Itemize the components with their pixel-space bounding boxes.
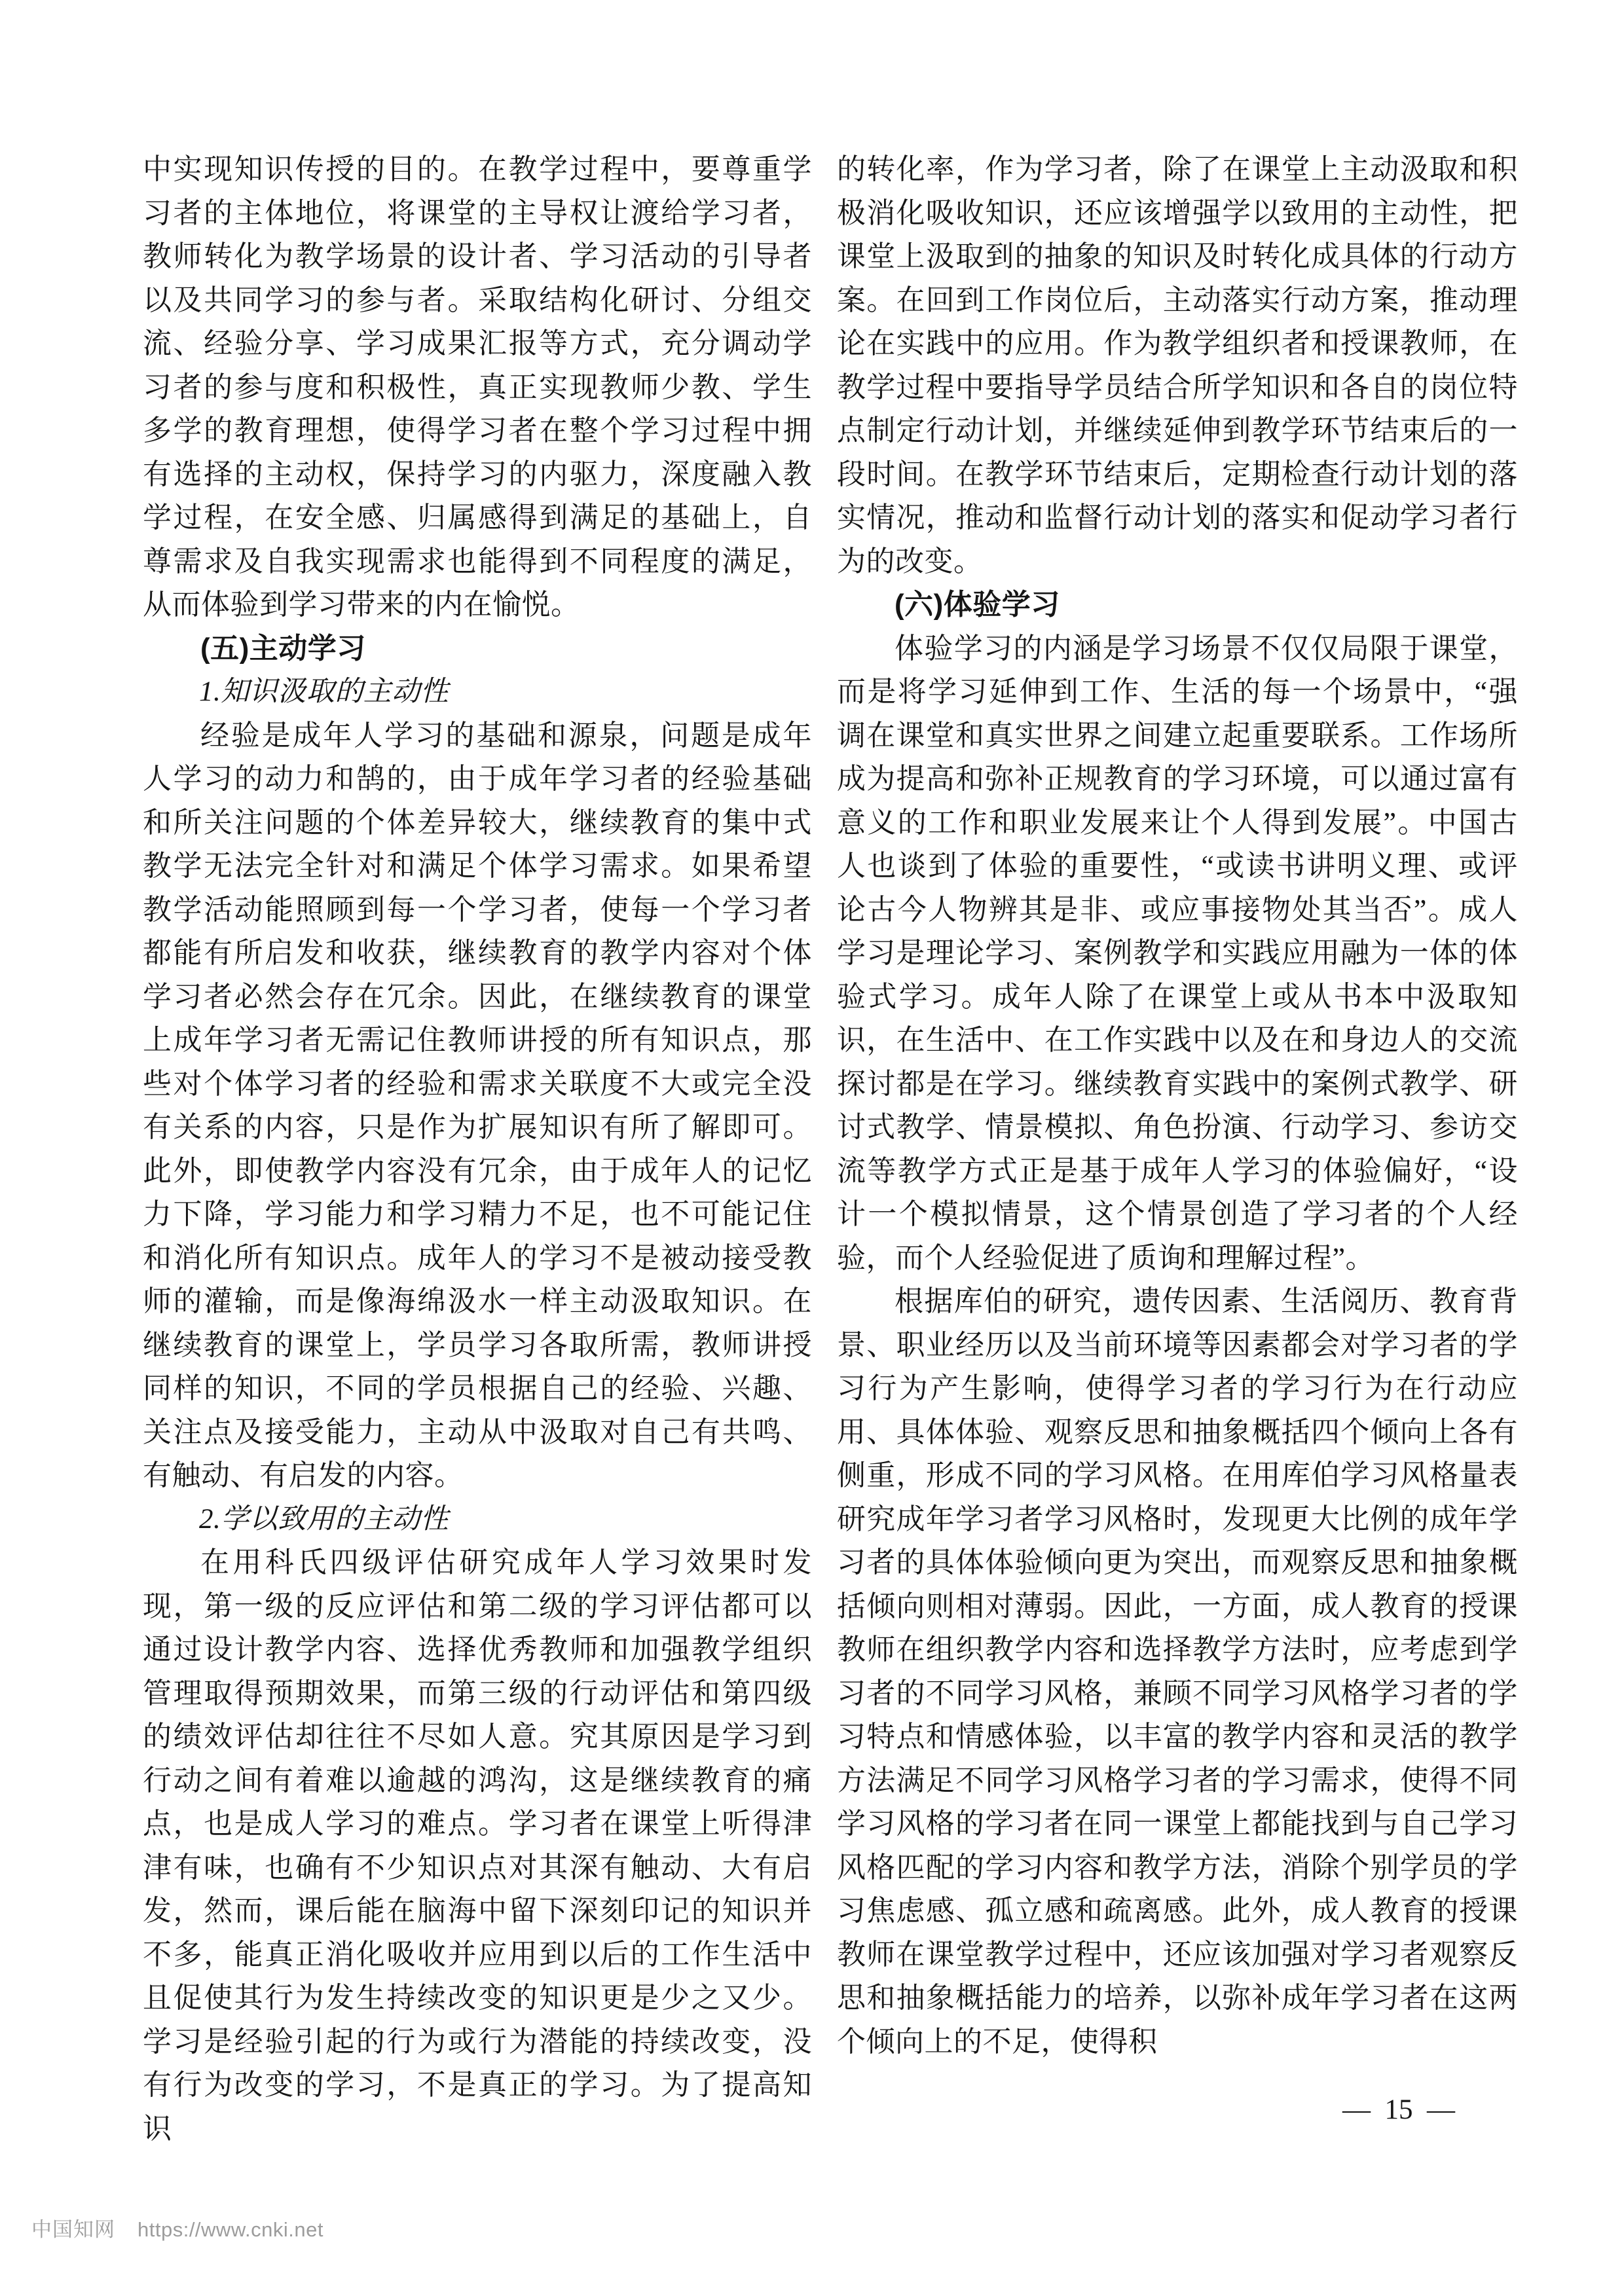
paragraph: 体验学习的内涵是学习场景不仅仅局限于课堂，而是将学习延伸到工作、生活的每一个场景中，“强调在课堂和真实世界之间建立起重要联系。工作场所成为提高和弥补正规教育的学习环境，可以通过富有意义的工作和职业发展来让个人得到发展”。中国古人也谈到了体验的重要性，“或读书讲明义理、或评论古今人物辨其是非、或应事接物处其当否”。成人学习是理论学习、案例教学和实践应用融为一体的体验式学习。成年人除了在课堂上或从书本中汲取知识，在生活中、在工作实践中以及在和身边人的交流探讨都是在学习。继续教育实践中的案例式教学、研讨式教学、情景模拟、角色扮演、行动学习、参访交流等教学方式正是基于成年人学习的体验偏好，“设计一个模拟情景，这个情景创造了学习者的个人经验，而个人经验促进了质询和理解过程”。 <box>837 632 1518 1274</box>
sub-heading: 2.学以致用的主动性 <box>199 1503 449 1535</box>
cnki-watermark-text: 中国知网 <box>31 2218 115 2241</box>
paragraph: 经验是成年人学习的基础和源泉，问题是成年人学习的动力和鹄的，由于成年学习者的经验基础和所关注问题的个体差异较大，继续教育的集中式教学无法完全针对和满足个体学习需求。如果希望教学活动能照顾到每一个学习者，使每一个学习者都能有所启发和收获，继续教育的教学内容对个体学习者必然会存在冗余。因此，在继续教育的课堂上成年学习者无需记住教师讲授的所有知识点，那些对个体学习者的经验和需求关联度不大或完全没有关系的内容，只是作为扩展知识有所了解即可。此外，即使教学内容没有冗余，由于成年人的记忆力下降，学习能力和学习精力不足，也不可能记住和消化所有知识点。成年人的学习不是被动接受教师的灌输，而是像海绵汲水一样主动汲取知识。在继续教育的课堂上，学员学习各取所需，教师讲授同样的知识，不同的学员根据自己的经验、兴趣、关注点及接受能力，主动从中汲取对自己有共鸣、有触动、有启发的内容。 <box>143 719 812 1491</box>
paragraph: 的转化率，作为学习者，除了在课堂上主动汲取和积极消化吸收知识，还应该增强学以致用的主动性，把课堂上汲取到的抽象的知识及时转化成具体的行动方案。在回到工作岗位后，主动落实行动方案，推动理论在实践中的应用。作为教学组织者和授课教师，在教学过程中要指导学员结合所学知识和各自的岗位特点制定行动计划，并继续延伸到教学环节结束后的一段时间。在教学环节结束后，定期检查行动计划的落实情况，推动和监督行动计划的落实和促动学习者行为的改变。 <box>837 153 1518 577</box>
section-heading: (六)体验学习 <box>895 589 1060 621</box>
paragraph: 在用科氏四级评估研究成年人学习效果时发现，第一级的反应评估和第二级的学习评估都可以通过设计教学内容、选择优秀教师和加强教学组织管理取得预期效果，而第三级的行动评估和第四级的绩效评估却往往不尽如人意。究其原因是学习到行动之间有着难以逾越的鸿沟，这是继续教育的痛点，也是成人学习的难点。学习者在课堂上听得津津有味，也确有不少知识点对其深有触动、大有启发，然而，课后能在脑海中留下深刻印记的知识并不多，能真正消化吸收并应用到以后的工作生活中且促使其行为发生持续改变的知识更是少之又少。学习是经验引起的行为或行为潜能的持续改变，没有行为改变的学习，不是真正的学习。为了提高知识 <box>143 1546 812 2145</box>
cnki-url-text: https://www.cnki.net <box>138 2218 323 2241</box>
section-heading: (五)主动学习 <box>200 632 366 665</box>
page-number: — 15 — <box>1342 2094 1455 2125</box>
left-text-column <box>143 148 812 2151</box>
right-text-column <box>837 148 1518 2064</box>
footer-watermark <box>31 2213 323 2242</box>
paragraph: 中实现知识传授的目的。在教学过程中，要尊重学习者的主体地位，将课堂的主导权让渡给学习者，教师转化为教学场景的设计者、学习活动的引导者以及共同学习的参与者。采取结构化研讨、分组交流、经验分享、学习成果汇报等方式，充分调动学习者的参与度和积极性，真正实现教师少教、学生多学的教育理想，使得学习者在整个学习过程中拥有选择的主动权，保持学习的内驱力，深度融入教学过程，在安全感、归属感得到满足的基础上，自尊需求及自我实现需求也能得到不同程度的满足，从而体验到学习带来的内在愉悦。 <box>143 153 812 621</box>
paragraph: 根据库伯的研究，遗传因素、生活阅历、教育背景、职业经历以及当前环境等因素都会对学习者的学习行为产生影响，使得学习者的学习行为在行动应用、具体体验、观察反思和抽象概括四个倾向上各有侧重，形成不同的学习风格。在用库伯学习风格量表研究成年学习者学习风格时，发现更大比例的成年学习者的具体体验倾向更为突出，而观察反思和抽象概括倾向则相对薄弱。因此，一方面，成人教育的授课教师在组织教学内容和选择教学方法时，应考虑到学习者的不同学习风格，兼顾不同学习风格学习者的学习特点和情感体验，以丰富的教学内容和灵活的教学方法满足不同学习风格学习者的学习需求，使得不同学习风格的学习者在同一课堂上都能找到与自己学习风格匹配的学习内容和教学方法，消除个别学员的学习焦虑感、孤立感和疏离感。此外，成人教育的授课教师在课堂教学过程中，还应该加强对学习者观察反思和抽象概括能力的培养，以弥补成年学习者在这两个倾向上的不足，使得积 <box>837 1285 1518 2058</box>
sub-heading: 1.知识汲取的主动性 <box>199 676 449 707</box>
